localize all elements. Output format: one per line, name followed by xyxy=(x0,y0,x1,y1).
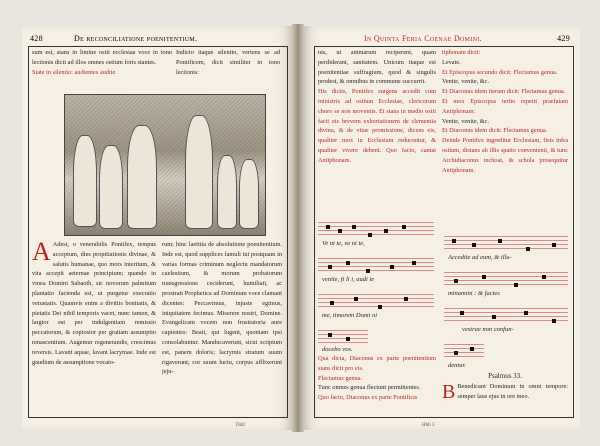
right-column-left-top: nis, ut animarum reciperent, quam perdiderant, sanitatem. Unicum itaque est poenitentiae suffragium, quod & singulis prodest, & omnibus in commune succurrit. His dictis, Pontifex surgens accedit cum ministris ad ostium Ecclesiae, clericorum choro se non moventis. Et stans in medio ostii facit eis brevem exhortationem de clementia divina, & de vitae promissione, dicens eis, qualiter mox in Ecclesiam reducentur, & qualiter vivere debent. Quo facto, cantat Antiphonam. xyxy=(318,49,436,164)
right-bottom-left: Qua dicta, Diaconus ex parte poenitentium stans dicit pro eis. Flectamus genua. Tunc omnes genua flectunt permittentes. Quo facto, Diaconus ex parte Pontificis xyxy=(318,355,436,402)
lyric-line: dentur. xyxy=(448,362,466,369)
lyric-line: docebo vos. xyxy=(322,346,353,353)
lyric-line: minamini : & facies xyxy=(448,290,500,297)
lyric-line: me, timorem Domi ni xyxy=(322,312,378,319)
engraving-illustration xyxy=(64,94,266,236)
top-text-right: Indicto itaque silentio, vertens se ad Pontificem, dicit similiter in tono lectionis: xyxy=(176,49,280,76)
signature-mark-left: Ddd xyxy=(236,423,245,428)
lyric-line: venite, fi li i, audi te xyxy=(322,276,375,283)
right-page xyxy=(302,26,580,430)
signature-mark-right: Hhh 3 xyxy=(422,423,435,428)
lyric-line: Ve ni te, ve ni te, xyxy=(322,240,365,247)
body-column-left: A Adest, o venerabilis Pontifex, tempus acceptum, dies propitiationis divinae, & salutis humanae, quo mors interitum, & vita accepit aeternae principium; quando in vinea Domini Sabaoth, sic novorum palmitum plantatio facienda est, ut purgetur execratio vetustatis. Quamvis enim a divitiis bonitatis, & pietatis Dei nihil temporis vacet, nunc tamen, & largior est per indulgentiam remissio peccatorum, & copiosior per gratiam assumptio renascentium. Augemur regenerandis, crescimus reversis. Lavant aquae, lavant lacrymae. Inde est gaudium de assumptione vocato- xyxy=(32,240,156,366)
page-number-right: 429 xyxy=(557,34,570,43)
lyric-line: vestrae non confun- xyxy=(462,326,514,333)
body-column-right: rum; hinc laetitia de absolutione poenitentium. Inde est, quod supplices famuli tui postquam in varias formas criminum neglectu mandatorum caelestium, & morum probatorum transgressione ceciderunt, humiliati, ac prostrati Prophetica ad Dominum voce clamant dicentes: Peccavimus, injuste egimus, iniquitatem fecimus. Miserere nostri, Domine. Evangelicam vocem non frustratoria aure capientes: Beati, qui lugent, quoniam ipsi consolabuntur. Manducaverunt, sicut scriptum est, panem doloris; lacrymis stratum suum rigaverunt; cor suum luctu, corpus afflixerunt jeju- xyxy=(162,241,282,376)
right-column-right-top: tiphonam dicit: Levate. Et Episcopus secundo dicit: Flectamus genua. Venite, venite, &c. Et Diaconus idem iterum dicit: Flectamus genua. Et mox Episcopus tertio repetit praefatam Antiphonam: Venite, venite, &c. Et Diaconus idem dicit: Flectamus genua. Deinde Pontifex ingreditur Ecclesiam, fisis infra ostium, distans ab illis spatio convenienti, & tunc Archidiaconus inchoat, & schola prosequitur Antiphonam. xyxy=(442,49,568,174)
psalm-block: Psalmus 33. B Benedicam Dominum in omni tempore: semper laus ejus in ore meo. xyxy=(442,372,568,403)
top-text-left: sum est, stans in limine ostii ecclesiae voce in tono lectionis dicit ad illos omnes ostium foris stantes. State in silentio: audientes audite. xyxy=(32,49,172,76)
page-number-left: 428 xyxy=(30,34,43,43)
running-header-right: In Quinta Feria Coenae Domini. xyxy=(364,34,482,43)
running-header-left: De reconciliatione poenitentium. xyxy=(74,34,198,43)
lyric-line: Accedite ad eum, & illu- xyxy=(448,254,512,261)
left-page xyxy=(22,26,294,430)
